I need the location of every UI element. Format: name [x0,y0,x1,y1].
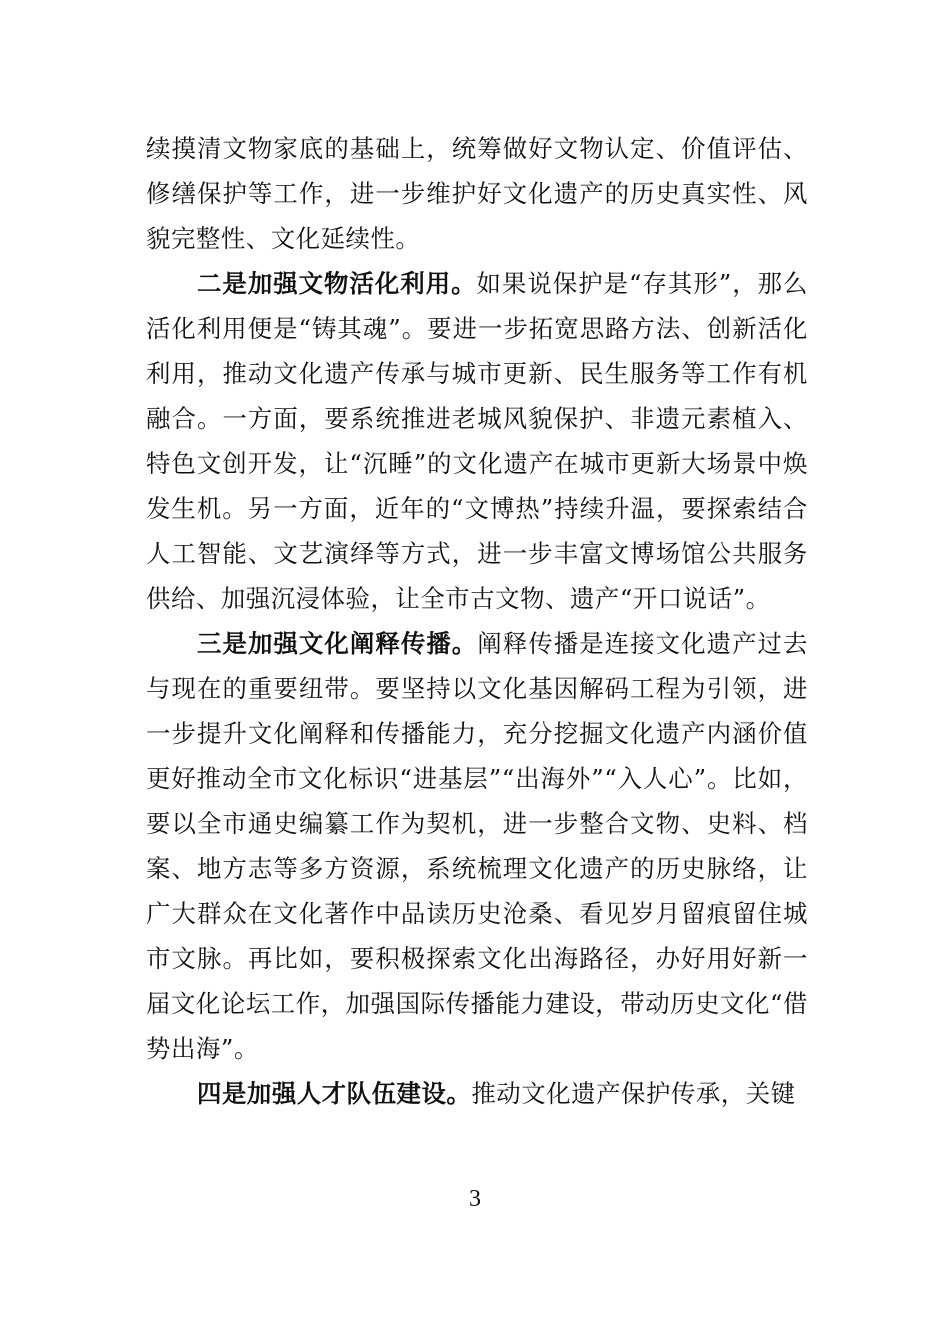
paragraph-talent-team [146,1071,808,1116]
paragraph-heading: 二是加强文物活化利用。 [197,269,477,298]
paragraph-heading: 三是加强文化阐释传播。 [197,629,478,658]
document-body [146,126,808,1116]
paragraph-text: 阐释传播是连接文化遗产过去与现在的重要纽带。要坚持以文化基因解码工程为引领，进一步提升文化阐释和传播能力，充分挖掘文化遗产内涵价值更好推动全市文化标识“进基层”“出海外”“入人心”。比如，要以全市通史编纂工作为契机，进一步整合文物、史料、档案、地方志等多方资源，系统梳理文化遗产的历史脉络，让广大群众在文化著作中品读历史沧桑、看见岁月留痕留住城市文脉。再比如，要积极探索文化出海路径，办好用好新一届文化论坛工作，加强国际传播能力建设，带动历史文化“借势出海”。 [146,629,808,1063]
page-number: 3 [469,1186,481,1212]
paragraph-text: 如果说保护是“存其形”，那么活化利用便是“铸其魂”。要进一步拓宽思路方法、创新活化利用，推动文化遗产传承与城市更新、民生服务等工作有机融合。一方面，要系统推进老城风貌保护、非遗元素植入、特色文创开发，让“沉睡”的文化遗产在城市更新大场景中焕发生机。另一方面，近年的“文博热”持续升温，要探索结合人工智能、文艺演绎等方式，进一步丰富文博场馆公共服务供给、加强沉浸体验，让全市古文物、遗产“开口说话”。 [146,269,809,613]
paragraph-activation-utilization [146,261,808,621]
paragraph-text: 推动文化遗产保护传承，关键 [471,1079,796,1108]
paragraph-continuation [146,126,808,261]
paragraph-heading: 四是加强人才队伍建设。 [197,1079,472,1108]
paragraph-cultural-interpretation [146,621,808,1071]
paragraph-text: 续摸清文物家底的基础上，统筹做好文物认定、价值评估、修缮保护等工作，进一步维护好文化遗产的历史真实性、风貌完整性、文化延续性。 [146,134,808,253]
